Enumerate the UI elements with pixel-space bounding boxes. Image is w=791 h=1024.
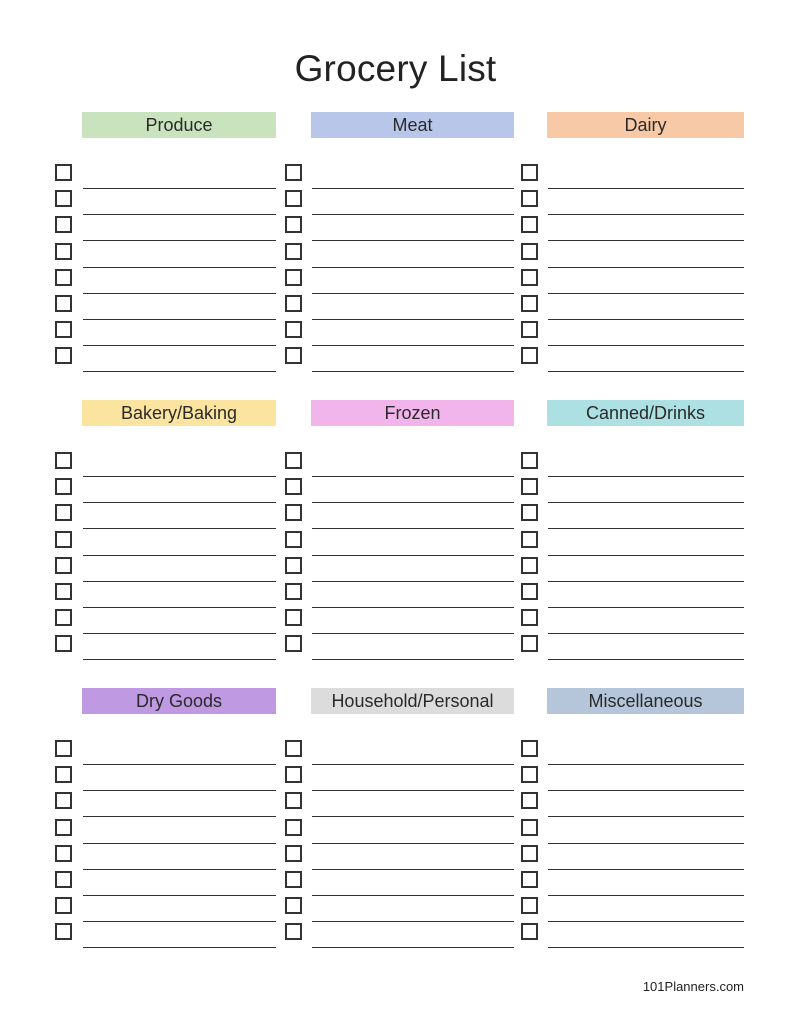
checkbox-produce-1[interactable] — [55, 164, 72, 181]
write-line-bakery-baking-3[interactable] — [83, 528, 276, 529]
checkbox-bakery-baking-8[interactable] — [55, 635, 72, 652]
checkbox-miscellaneous-1[interactable] — [521, 740, 538, 757]
write-line-frozen-2[interactable] — [312, 502, 514, 503]
write-line-meat-6[interactable] — [312, 319, 514, 320]
write-line-miscellaneous-5[interactable] — [548, 869, 744, 870]
write-line-bakery-baking-1[interactable] — [83, 476, 276, 477]
checkbox-miscellaneous-6[interactable] — [521, 871, 538, 888]
section-header-canned-drinks: Canned/Drinks — [547, 400, 744, 426]
write-line-frozen-5[interactable] — [312, 581, 514, 582]
checkbox-bakery-baking-1[interactable] — [55, 452, 72, 469]
write-line-household-personal-2[interactable] — [312, 790, 514, 791]
checkbox-dairy-6[interactable] — [521, 295, 538, 312]
checkbox-frozen-1[interactable] — [285, 452, 302, 469]
checkbox-frozen-4[interactable] — [285, 531, 302, 548]
write-line-produce-1[interactable] — [83, 188, 276, 189]
checkbox-dry-goods-2[interactable] — [55, 766, 72, 783]
checkbox-canned-drinks-5[interactable] — [521, 557, 538, 574]
checkbox-meat-7[interactable] — [285, 321, 302, 338]
write-line-bakery-baking-5[interactable] — [83, 581, 276, 582]
write-line-dry-goods-2[interactable] — [83, 790, 276, 791]
write-line-dairy-8[interactable] — [548, 371, 744, 372]
write-line-household-personal-7[interactable] — [312, 921, 514, 922]
write-line-meat-7[interactable] — [312, 345, 514, 346]
checkbox-canned-drinks-4[interactable] — [521, 531, 538, 548]
write-line-dry-goods-5[interactable] — [83, 869, 276, 870]
checkbox-meat-5[interactable] — [285, 269, 302, 286]
checkbox-household-personal-8[interactable] — [285, 923, 302, 940]
write-line-miscellaneous-2[interactable] — [548, 790, 744, 791]
checkbox-miscellaneous-8[interactable] — [521, 923, 538, 940]
checkbox-produce-6[interactable] — [55, 295, 72, 312]
write-line-canned-drinks-1[interactable] — [548, 476, 744, 477]
write-line-miscellaneous-3[interactable] — [548, 816, 744, 817]
checkbox-produce-7[interactable] — [55, 321, 72, 338]
write-line-household-personal-4[interactable] — [312, 843, 514, 844]
write-line-household-personal-5[interactable] — [312, 869, 514, 870]
write-line-canned-drinks-3[interactable] — [548, 528, 744, 529]
write-line-dairy-7[interactable] — [548, 345, 744, 346]
checkbox-miscellaneous-4[interactable] — [521, 819, 538, 836]
write-line-meat-5[interactable] — [312, 293, 514, 294]
write-line-household-personal-6[interactable] — [312, 895, 514, 896]
checkbox-canned-drinks-8[interactable] — [521, 635, 538, 652]
write-line-dairy-1[interactable] — [548, 188, 744, 189]
checkbox-dry-goods-5[interactable] — [55, 845, 72, 862]
checkbox-dry-goods-3[interactable] — [55, 792, 72, 809]
write-line-canned-drinks-7[interactable] — [548, 633, 744, 634]
write-line-produce-8[interactable] — [83, 371, 276, 372]
checkbox-canned-drinks-6[interactable] — [521, 583, 538, 600]
checkbox-frozen-2[interactable] — [285, 478, 302, 495]
write-line-dry-goods-6[interactable] — [83, 895, 276, 896]
write-line-miscellaneous-7[interactable] — [548, 921, 744, 922]
checkbox-meat-4[interactable] — [285, 243, 302, 260]
checkbox-produce-2[interactable] — [55, 190, 72, 207]
checkbox-meat-1[interactable] — [285, 164, 302, 181]
write-line-dry-goods-8[interactable] — [83, 947, 276, 948]
checkbox-frozen-3[interactable] — [285, 504, 302, 521]
write-line-meat-1[interactable] — [312, 188, 514, 189]
checkbox-dry-goods-4[interactable] — [55, 819, 72, 836]
page-title: Grocery List — [294, 48, 497, 89]
write-line-produce-6[interactable] — [83, 319, 276, 320]
write-line-dairy-3[interactable] — [548, 240, 744, 241]
checkbox-dry-goods-1[interactable] — [55, 740, 72, 757]
section-header-dairy: Dairy — [547, 112, 744, 138]
write-line-meat-8[interactable] — [312, 371, 514, 372]
footer-website: 101Planners.com — [642, 979, 744, 994]
checkbox-bakery-baking-3[interactable] — [55, 504, 72, 521]
checkbox-dairy-3[interactable] — [521, 216, 538, 233]
write-line-dairy-5[interactable] — [548, 293, 744, 294]
write-line-frozen-4[interactable] — [312, 555, 514, 556]
checkbox-frozen-6[interactable] — [285, 583, 302, 600]
write-line-miscellaneous-1[interactable] — [548, 764, 744, 765]
section-header-household-personal: Household/Personal — [311, 688, 514, 714]
checkbox-produce-8[interactable] — [55, 347, 72, 364]
write-line-meat-3[interactable] — [312, 240, 514, 241]
write-line-frozen-1[interactable] — [312, 476, 514, 477]
checkbox-miscellaneous-7[interactable] — [521, 897, 538, 914]
write-line-produce-4[interactable] — [83, 267, 276, 268]
write-line-bakery-baking-6[interactable] — [83, 607, 276, 608]
write-line-frozen-7[interactable] — [312, 633, 514, 634]
checkbox-dry-goods-7[interactable] — [55, 897, 72, 914]
section-header-dry-goods: Dry Goods — [82, 688, 276, 714]
checkbox-household-personal-5[interactable] — [285, 845, 302, 862]
checkbox-meat-8[interactable] — [285, 347, 302, 364]
write-line-household-personal-3[interactable] — [312, 816, 514, 817]
write-line-bakery-baking-4[interactable] — [83, 555, 276, 556]
checkbox-frozen-5[interactable] — [285, 557, 302, 574]
write-line-frozen-8[interactable] — [312, 659, 514, 660]
checkbox-household-personal-6[interactable] — [285, 871, 302, 888]
write-line-canned-drinks-6[interactable] — [548, 607, 744, 608]
checkbox-meat-6[interactable] — [285, 295, 302, 312]
checkbox-canned-drinks-1[interactable] — [521, 452, 538, 469]
checkbox-dairy-4[interactable] — [521, 243, 538, 260]
checkbox-dairy-7[interactable] — [521, 321, 538, 338]
write-line-produce-7[interactable] — [83, 345, 276, 346]
write-line-canned-drinks-2[interactable] — [548, 502, 744, 503]
checkbox-bakery-baking-7[interactable] — [55, 609, 72, 626]
checkbox-dairy-8[interactable] — [521, 347, 538, 364]
checkbox-dairy-1[interactable] — [521, 164, 538, 181]
write-line-bakery-baking-7[interactable] — [83, 633, 276, 634]
checkbox-frozen-7[interactable] — [285, 609, 302, 626]
checkbox-meat-3[interactable] — [285, 216, 302, 233]
checkbox-produce-5[interactable] — [55, 269, 72, 286]
write-line-meat-4[interactable] — [312, 267, 514, 268]
write-line-canned-drinks-8[interactable] — [548, 659, 744, 660]
checkbox-frozen-8[interactable] — [285, 635, 302, 652]
checkbox-bakery-baking-2[interactable] — [55, 478, 72, 495]
checkbox-household-personal-4[interactable] — [285, 819, 302, 836]
write-line-produce-2[interactable] — [83, 214, 276, 215]
checkbox-dry-goods-8[interactable] — [55, 923, 72, 940]
write-line-dairy-6[interactable] — [548, 319, 744, 320]
checkbox-dry-goods-6[interactable] — [55, 871, 72, 888]
checkbox-miscellaneous-2[interactable] — [521, 766, 538, 783]
write-line-produce-5[interactable] — [83, 293, 276, 294]
checkbox-miscellaneous-3[interactable] — [521, 792, 538, 809]
write-line-frozen-3[interactable] — [312, 528, 514, 529]
checkbox-household-personal-1[interactable] — [285, 740, 302, 757]
write-line-canned-drinks-4[interactable] — [548, 555, 744, 556]
checkbox-produce-4[interactable] — [55, 243, 72, 260]
write-line-produce-3[interactable] — [83, 240, 276, 241]
write-line-miscellaneous-4[interactable] — [548, 843, 744, 844]
checkbox-bakery-baking-4[interactable] — [55, 531, 72, 548]
section-header-miscellaneous: Miscellaneous — [547, 688, 744, 714]
write-line-household-personal-1[interactable] — [312, 764, 514, 765]
section-header-frozen: Frozen — [311, 400, 514, 426]
checkbox-miscellaneous-5[interactable] — [521, 845, 538, 862]
write-line-dry-goods-4[interactable] — [83, 843, 276, 844]
write-line-dry-goods-7[interactable] — [83, 921, 276, 922]
write-line-miscellaneous-8[interactable] — [548, 947, 744, 948]
checkbox-meat-2[interactable] — [285, 190, 302, 207]
checkbox-household-personal-7[interactable] — [285, 897, 302, 914]
checkbox-dairy-5[interactable] — [521, 269, 538, 286]
checkbox-household-personal-3[interactable] — [285, 792, 302, 809]
section-header-produce: Produce — [82, 112, 276, 138]
checkbox-canned-drinks-2[interactable] — [521, 478, 538, 495]
checkbox-produce-3[interactable] — [55, 216, 72, 233]
checkbox-dairy-2[interactable] — [521, 190, 538, 207]
checkbox-canned-drinks-7[interactable] — [521, 609, 538, 626]
section-header-meat: Meat — [311, 112, 514, 138]
write-line-dry-goods-3[interactable] — [83, 816, 276, 817]
write-line-household-personal-8[interactable] — [312, 947, 514, 948]
checkbox-bakery-baking-6[interactable] — [55, 583, 72, 600]
write-line-meat-2[interactable] — [312, 214, 514, 215]
write-line-miscellaneous-6[interactable] — [548, 895, 744, 896]
checkbox-household-personal-2[interactable] — [285, 766, 302, 783]
write-line-bakery-baking-8[interactable] — [83, 659, 276, 660]
write-line-dry-goods-1[interactable] — [83, 764, 276, 765]
write-line-dairy-2[interactable] — [548, 214, 744, 215]
write-line-frozen-6[interactable] — [312, 607, 514, 608]
checkbox-bakery-baking-5[interactable] — [55, 557, 72, 574]
section-header-bakery-baking: Bakery/Baking — [82, 400, 276, 426]
write-line-canned-drinks-5[interactable] — [548, 581, 744, 582]
checkbox-canned-drinks-3[interactable] — [521, 504, 538, 521]
write-line-bakery-baking-2[interactable] — [83, 502, 276, 503]
write-line-dairy-4[interactable] — [548, 267, 744, 268]
